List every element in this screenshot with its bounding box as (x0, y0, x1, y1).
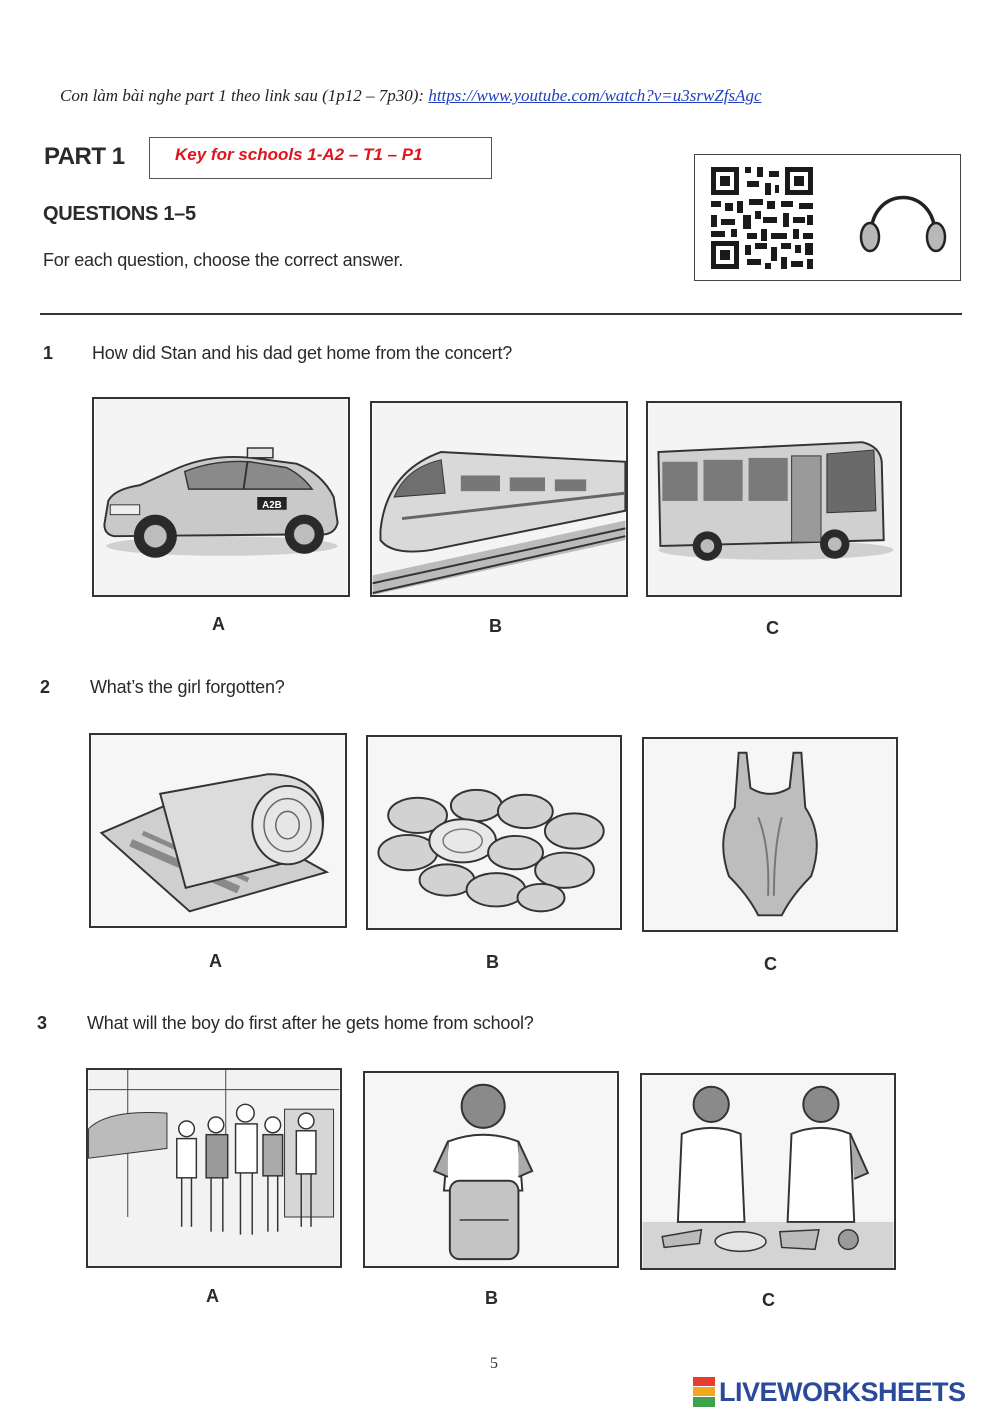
q2-option-c-label: C (764, 954, 777, 974)
q3-option-c-label: C (762, 1290, 775, 1310)
q2-option-b-picture[interactable] (366, 735, 622, 930)
task-instruction: For each question, choose the correct answer. (43, 250, 404, 270)
youtube-link[interactable]: https://www.youtube.com/watch?v=u3srwZfsAgc (428, 86, 762, 105)
taxi-icon (94, 399, 348, 595)
q2-option-b-label: B (486, 952, 499, 972)
questions-heading: QUESTIONS 1–5 (43, 203, 196, 225)
brand-name: LIVEWORKSHEETS (719, 1376, 966, 1407)
question-3-text: What will the boy do first after he gets home from school? (87, 1013, 534, 1033)
q1-option-c-picture[interactable] (646, 401, 902, 597)
section-divider (40, 313, 962, 315)
q3-option-a-picture[interactable] (86, 1068, 342, 1268)
question-1-number: 1 (43, 343, 54, 363)
instruction-text: Con làm bài nghe part 1 theo link sau (1p12 – 7p30): (60, 86, 429, 105)
listening-instruction (60, 86, 960, 106)
towel-icon (91, 735, 345, 926)
question-1-text: How did Stan and his dad get home from the concert? (92, 343, 513, 363)
q2-option-c-picture[interactable] (642, 737, 898, 932)
q1-option-a-picture[interactable] (92, 397, 350, 597)
q3-option-b-picture[interactable] (363, 1071, 619, 1268)
q3-option-b-label: B (485, 1288, 498, 1308)
liveworksheets-logo[interactable] (693, 1376, 966, 1408)
q2-option-a-picture[interactable] (89, 733, 347, 928)
part-title: PART 1 (44, 143, 125, 170)
page-number: 5 (490, 1355, 498, 1372)
boys-preparing-food-icon (642, 1075, 894, 1268)
audio-box (694, 154, 961, 281)
boy-with-schoolbag-icon (365, 1073, 617, 1266)
q1-option-b-picture[interactable] (370, 401, 628, 597)
question-2-text: What’s the girl forgotten? (90, 677, 285, 697)
coins-icon (368, 737, 620, 928)
key-label: Key for schools 1-A2 – T1 – P1 (175, 145, 423, 164)
qr-code-icon[interactable] (707, 163, 817, 273)
q2-option-a-label: A (209, 951, 222, 971)
train-icon (372, 403, 626, 595)
question-3-number: 3 (37, 1013, 48, 1033)
q1-option-b-label: B (489, 616, 502, 636)
bus-icon (648, 403, 900, 595)
headphones-icon (853, 177, 953, 267)
swimsuit-icon (644, 739, 896, 930)
question-2-number: 2 (40, 677, 51, 697)
q1-option-a-label: A (212, 614, 225, 634)
people-at-station-icon (88, 1070, 340, 1266)
q3-option-c-picture[interactable] (640, 1073, 896, 1270)
liveworksheets-logo-icon (693, 1377, 715, 1407)
taxi-plate: A2B (262, 499, 282, 511)
q3-option-a-label: A (206, 1286, 219, 1306)
q1-option-c-label: C (766, 618, 779, 638)
